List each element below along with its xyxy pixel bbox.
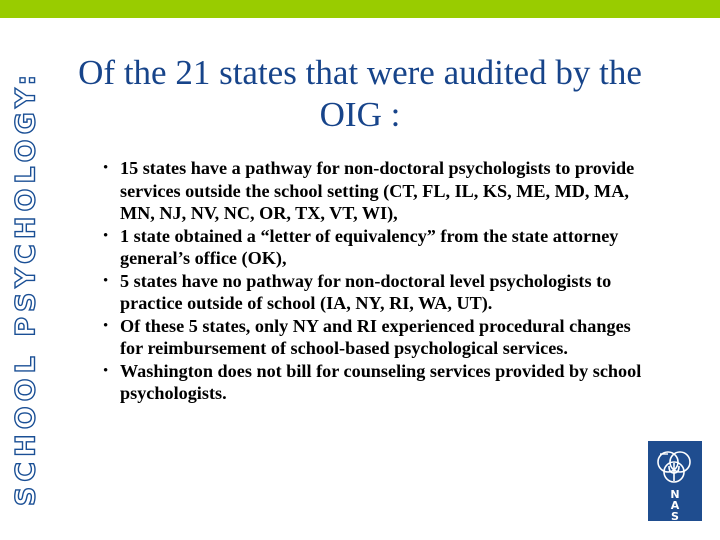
nasp-logo — [648, 441, 702, 521]
bullet-text: 5 states have no pathway for non-doctoral level psychologists to practice outside of school (IA, NY, RI, WA, UT). — [120, 270, 612, 313]
top-accent-bar — [0, 0, 720, 18]
bullet-item — [96, 270, 656, 315]
logo-letter: A — [670, 499, 680, 512]
bullet-marker: • — [103, 160, 109, 176]
bullet-text: 15 states have a pathway for non-doctoral psychologists to provide services outside the school setting (CT, FL, IL, KS, ME, MD, MA, MN, NJ, NV, NC, OR, TX, VT, WI), — [120, 158, 635, 223]
bullet-marker: • — [103, 272, 109, 289]
bullet-item — [96, 360, 656, 405]
bullet-item — [96, 157, 656, 225]
logo-wordmark — [648, 489, 702, 522]
bullet-list — [96, 157, 656, 405]
bullet-item — [96, 225, 656, 270]
bullet-marker: • — [103, 317, 109, 334]
logo-letter: N — [670, 488, 680, 501]
nasp-psi-logo-icon — [648, 441, 702, 489]
bullet-text: 1 state obtained a “letter of equivalency” from the state attorney general’s office (OK), — [120, 225, 619, 268]
bullet-marker: • — [103, 227, 109, 244]
bullet-item — [96, 315, 656, 360]
logo-letter: S — [671, 510, 679, 523]
bullet-marker: • — [103, 362, 109, 379]
bullet-text: Of these 5 states, only NY and RI experienced procedural changes for reimbursement of school-based psychological services. — [120, 315, 631, 358]
bullet-text: Washington does not bill for counseling services provided by school psychologists. — [120, 360, 642, 403]
sidebar-banner — [0, 18, 52, 540]
slide-title: Of the 21 states that were audited by the OIG : — [78, 53, 642, 134]
sidebar-label: SCHOOL PSYCHOLOGY: — [10, 69, 42, 507]
